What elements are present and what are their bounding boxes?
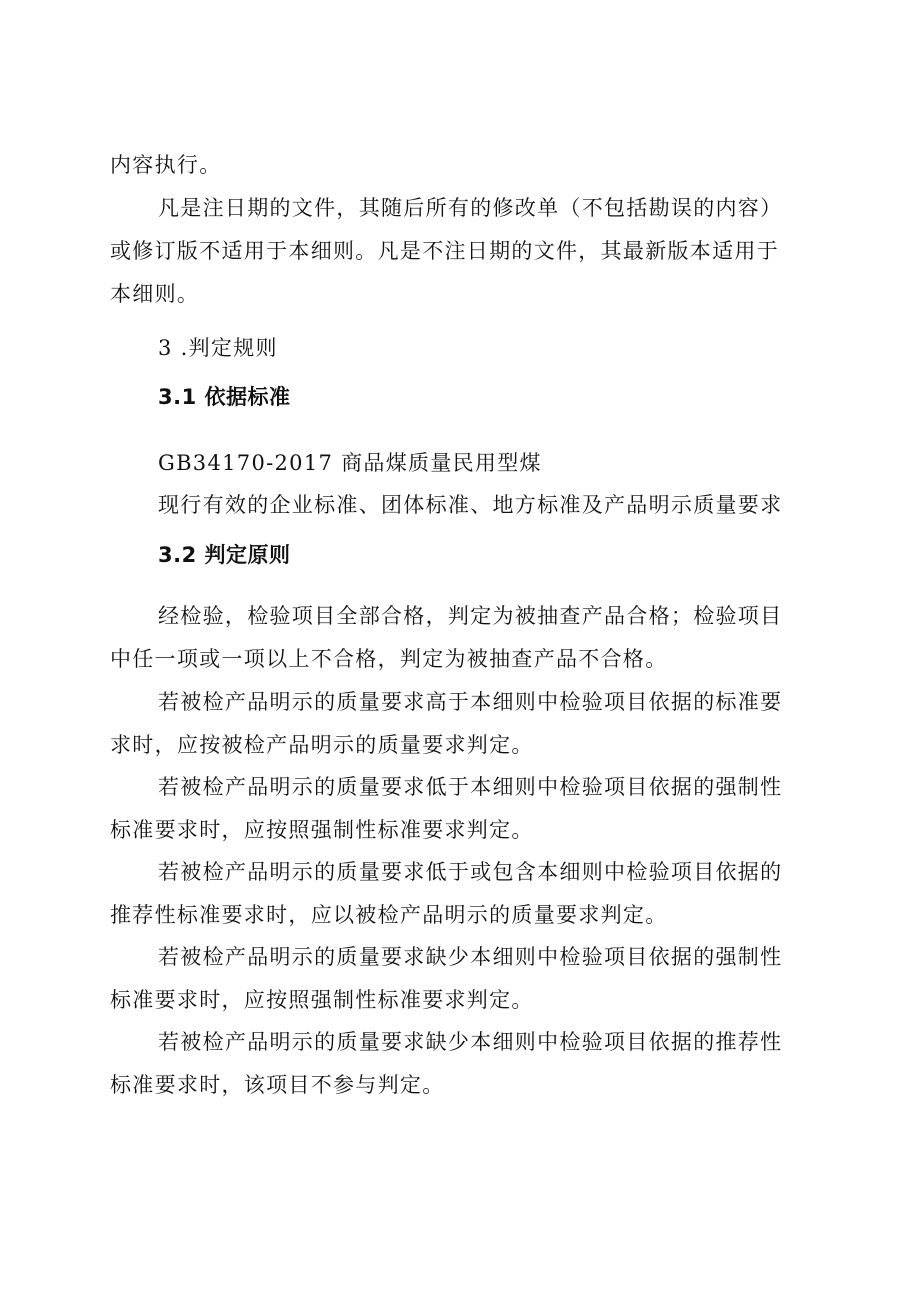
paragraph-line: 凡是注日期的文件，其随后所有的修改单（不包括勘误的内容） [158, 196, 783, 220]
paragraph-line: 或修订版不适用于本细则。凡是不注日期的文件，其最新版本适用于 [110, 239, 779, 263]
standard-item: GB34170-2017 商品煤质量民用型煤 [158, 451, 542, 475]
paragraph-line: 若被检产品明示的质量要求低于或包含本细则中检验项目依据的 [158, 860, 783, 884]
paragraph-line: 若被检产品明示的质量要求缺少本细则中检验项目依据的强制性 [158, 945, 783, 969]
subsection-heading: 3.2 判定原则 [158, 543, 291, 567]
section-heading: 3 .判定规则 [158, 336, 278, 360]
paragraph-line: 推荐性标准要求时，应以被检产品明示的质量要求判定。 [110, 903, 668, 927]
paragraph-line: 标准要求时，该项目不参与判定。 [110, 1073, 445, 1097]
paragraph-line: 若被检产品明示的质量要求高于本细则中检验项目依据的标准要 [158, 690, 783, 714]
standard-item: 现行有效的企业标准、团体标准、地方标准及产品明示质量要求 [158, 493, 783, 517]
paragraph-line: 求时，应按被检产品明示的质量要求判定。 [110, 733, 534, 757]
paragraph-line: 经检验，检验项目全部合格，判定为被抽查产品合格；检验项目 [158, 604, 783, 628]
subsection-heading: 3.1 依据标准 [158, 385, 291, 409]
paragraph-line: 本细则。 [110, 282, 200, 306]
paragraph-line: 中任一项或一项以上不合格，判定为被抽查产品不合格。 [110, 647, 668, 671]
paragraph-line: 标准要求时，应按照强制性标准要求判定。 [110, 988, 534, 1012]
paragraph-line: 内容执行。 [110, 153, 222, 177]
paragraph-line: 标准要求时，应按照强制性标准要求判定。 [110, 818, 534, 842]
paragraph-line: 若被检产品明示的质量要求缺少本细则中检验项目依据的推荐性 [158, 1030, 783, 1054]
paragraph-line: 若被检产品明示的质量要求低于本细则中检验项目依据的强制性 [158, 775, 783, 799]
